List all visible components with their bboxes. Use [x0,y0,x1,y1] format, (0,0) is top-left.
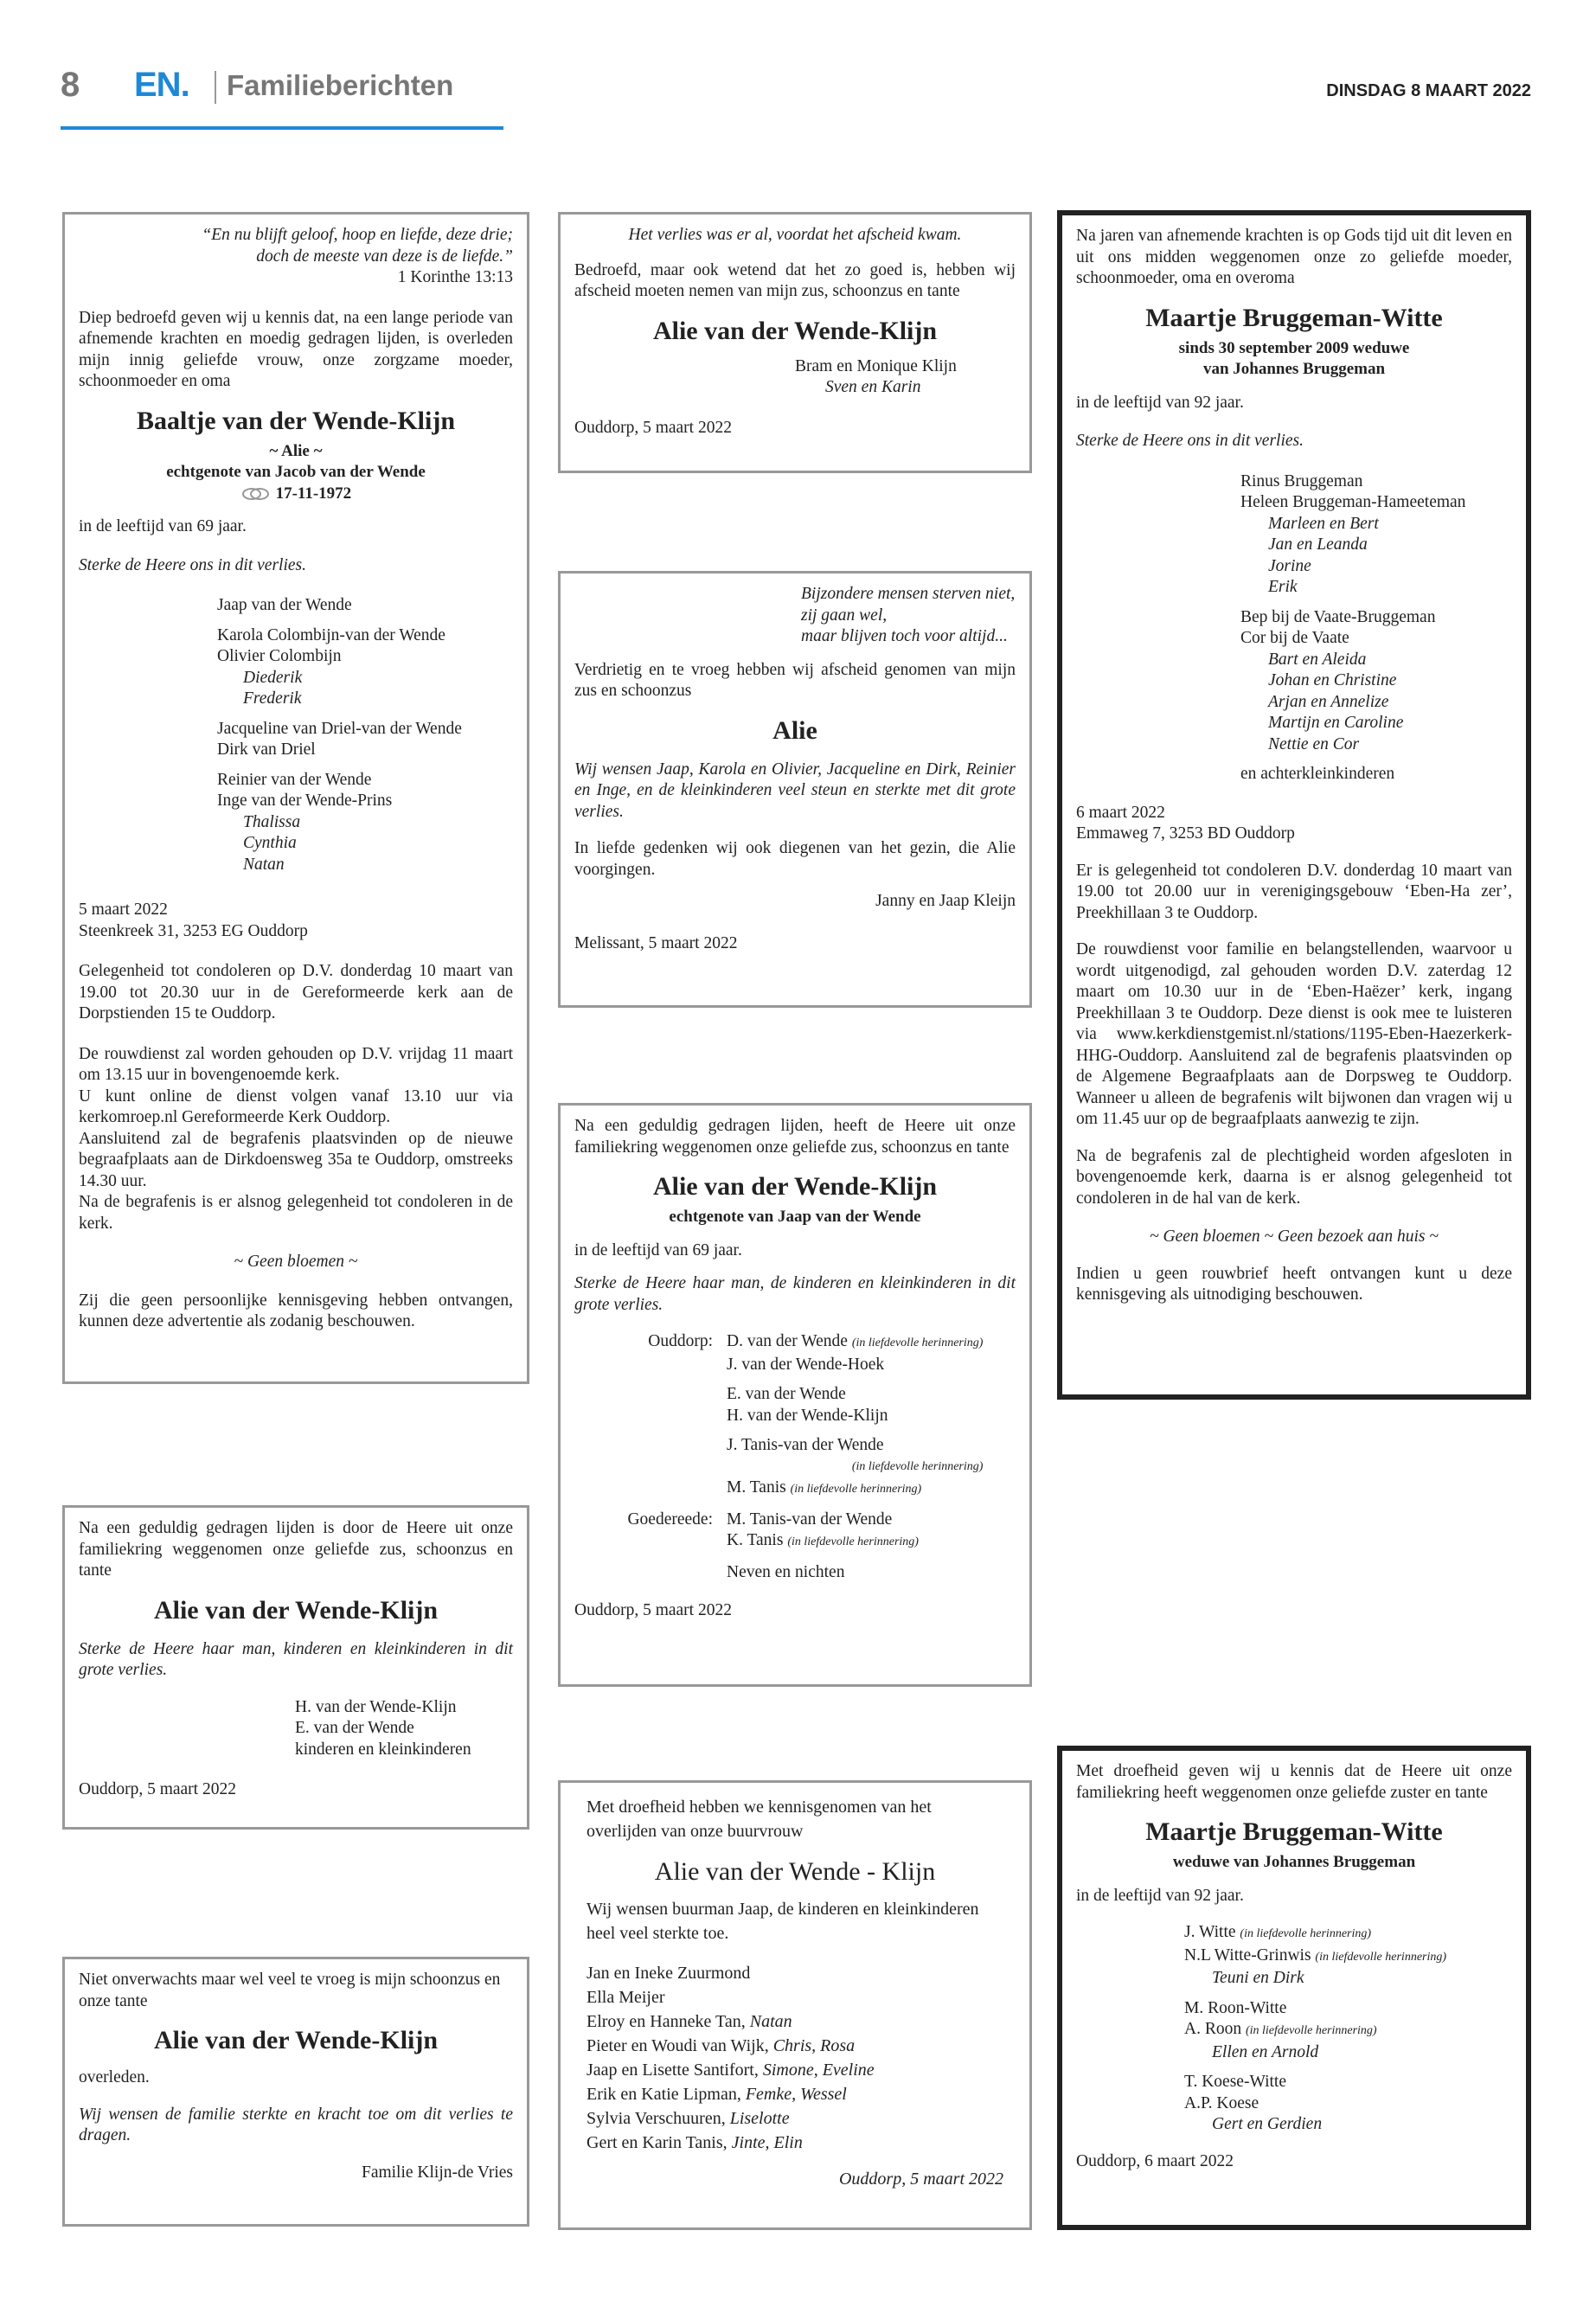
neighbour: Jaap en Lisette Santifort, [586,2061,759,2080]
neighbour-kids: Jinte, Elin [731,2133,803,2152]
grandchild: Marleen en Bert [1268,514,1379,533]
family-member: Karola Colombijn-van der Wende [217,625,445,644]
grandchild: Erik [1268,578,1298,596]
family-member: Reinier van der Wende [217,770,372,789]
grandchild: Natan [243,855,285,874]
family-member: M. Tanis [727,1478,786,1497]
family-member: E. van der Wende [727,1385,846,1403]
neighbour-kids: Chris, Rosa [772,2036,856,2055]
notice-intro: Bedroefd, maar ook wetend dat het zo goed is, hebben wij afscheid moeten nemen van mijn zus, schoonzus en tante [574,260,1016,300]
family-member: J. Tanis-van der Wende [727,1436,884,1454]
neighbour-kids: Simone, Eveline [762,2061,875,2080]
spouse-line: echtgenote van Jacob van der Wende [166,463,426,481]
family-member: A.P. Koese [1184,2093,1259,2112]
quote-line: Bijzondere mensen sterven niet, [801,585,1016,603]
notice-alie-siblings [62,1505,529,1830]
family-member: M. Roon-Witte [1184,1998,1287,2017]
deceased-name: Maartje Bruggeman-Witte [1145,1817,1443,1846]
signature: Janny en Jaap Kleijn [875,892,1016,910]
nickname: ~ Alie ~ [269,441,323,460]
closing-note: Indien u geen rouwbrief heeft ontvangen kunt u deze kennisgeving als uitnodiging beschouwen. [1076,1264,1512,1304]
deceased-name: Alie van der Wende-Klijn [652,316,938,345]
notice-maartje-family [1057,210,1531,1400]
notice-alie-klijn-devries [62,1957,529,2227]
wish-line: Wij wensen de familie sterkte en kracht toe om dit verlies te dragen. [79,2105,513,2144]
memorial-note: (in liefdevolle herinnering) [790,1483,922,1496]
family-member: Jaap van der Wende [217,596,352,614]
place-date: Ouddorp, 5 maart 2022 [574,1601,732,1619]
family-member: H. van der Wende-Klijn [295,1697,457,1716]
service-info: De rouwdienst voor familie en belangstellenden, waarvoor u wordt uitgenodigd, zal gehouden worden D.V. zaterdag 12 maart om 10.30 uur in de ‘Eben-Haëzer’ kerk, ingang Preekhillaan 3 te Ouddorp. Deze dienst is ook mee te luisteren via www.kerkdienstgemist.nl/stations/1195-Eben-Haezerkerk-HHG-Ouddorp. Aansluitend zal de begrafenis plaatsvinden op de Algemene Begraafplaats aan de Dorpsweg te Ouddorp. Wanneer u alleen de begrafenis wilt bijwonen dan vragen wij u om 11.45 uur op de begraafplaats aanwezig te zijn. [1076,940,1512,1128]
quote-line: zij gaan wel, [801,606,888,625]
age-line: in de leeftijd van 92 jaar. [1076,393,1244,412]
page-number: 8 [61,66,80,104]
grandchild: Frederik [243,689,302,708]
quote-line: maar blijven toch voor altijd... [801,627,1008,645]
neighbour: Pieter en Woudi van Wijk, [586,2036,769,2055]
neighbour: Sylvia Verschuuren, [586,2109,726,2128]
widow-line: van Johannes Bruggeman [1202,360,1386,378]
marriage-date-text: 17-11-1972 [275,484,352,503]
notice-alie-family [558,1103,1032,1687]
family-member: K. Tanis [727,1531,784,1549]
deceased-name: Alie van der Wende-Klijn [153,2026,439,2054]
place-date: Ouddorp, 5 maart 2022 [838,2170,1003,2189]
family-member: Sven en Karin [825,378,921,396]
family-member: Bram en Monique Klijn [795,356,957,375]
deceased-name: Alie [772,715,817,745]
notice-intro: Na een geduldig gedragen lijden, heeft de Heere uit onze familiekring weggenomen onze geliefde zus, schoonzus en tante [574,1117,1016,1157]
spouse-line: echtgenote van Jaap van der Wende [669,1208,921,1226]
place-date: Ouddorp, 6 maart 2022 [1076,2151,1234,2170]
passed-line: overleden. [79,2068,150,2086]
quote-line: doch de meeste van deze is de liefde.” [256,247,513,266]
location-label: Goedereede: [627,1509,713,1529]
widow-line: weduwe van Johannes Bruggeman [1172,1853,1416,1871]
memorial-note: (in liefdevolle herinnering) [851,1336,984,1349]
header-rule [61,126,503,130]
memorial-note: (in liefdevolle herinnering) [1245,2024,1377,2037]
family-member: Rinus Bruggeman [1240,471,1363,490]
deceased-name: Baaltje van der Wende-Klijn [136,406,456,435]
niece-nephew: Teuni en Dirk [1212,1969,1304,1987]
family-member: Olivier Colombijn [217,647,342,665]
family-member: A. Roon [1184,2020,1242,2038]
notice-alie-bram [558,212,1032,473]
grandchild: Nettie en Cor [1268,734,1360,753]
after-service-info: Na de begrafenis zal de plechtigheid worden afgesloten in bovengenoemde kerk, daarna is er alsnog gelegenheid tot condoleren in de hal van de kerk. [1076,1146,1512,1208]
address: Steenkreek 31, 3253 EG Ouddorp [79,921,308,940]
service-info: U kunt online de dienst volgen vanaf 13.10 uur via kerkomroep.nl Gereformeerde Kerk Ouddorp. [79,1086,513,1126]
header-divider [215,71,216,104]
quote-reference: 1 Korinthe 13:13 [397,268,513,286]
issue-date: DINSDAG 8 MAART 2022 [1326,81,1531,100]
deceased-name: Alie van der Wende - Klijn [654,1857,936,1886]
address: Emmaweg 7, 3253 BD Ouddorp [1076,824,1295,843]
memorial-note: (in liefdevolle herinnering) [1315,1950,1447,1964]
wish-line: Wij wensen Jaap, Karola en Olivier, Jacqueline en Dirk, Reinier en Inge, en de kleinkinderen veel steun en sterkte met dit grote verlies. [574,760,1016,821]
service-info: De rouwdienst zal worden gehouden op D.V. vrijdag 11 maart om 13.15 uur in bovengenoemde kerk. [79,1044,513,1084]
family-member: D. van der Wende [727,1332,848,1350]
grandchild: Martijn en Caroline [1268,714,1404,732]
grandchild: Jan en Leanda [1268,535,1368,554]
niece-nephew: Gert en Gerdien [1212,2115,1323,2133]
comfort-line: Sterke de Heere ons in dit verlies. [1076,432,1304,450]
notice-baaltje [62,212,529,1384]
quote-line: Het verlies was er al, voordat het afscheid kwam. [628,226,962,244]
memorial-note: (in liefdevolle herinnering) [851,1459,984,1473]
notice-intro: Na jaren van afnemende krachten is op Gods tijd uit dit leven en uit ons midden weggenomen onze zo geliefde moeder, schoonmoeder, oma en overoma [1076,227,1512,287]
memorial-note: (in liefdevolle herinnering) [787,1535,919,1548]
deceased-name: Alie van der Wende-Klijn [652,1172,938,1201]
family-member: J. Witte [1184,1923,1236,1941]
neighbour: Gert en Karin Tanis, [586,2133,727,2152]
niece-nephew: Ellen en Arnold [1212,2042,1319,2061]
neighbour-kids: Liselotte [729,2109,790,2128]
grandchild: Johan en Christine [1268,671,1397,689]
notice-intro: Na een geduldig gedragen lijden is door de Heere uit onze familiekring weggenomen onze geliefde zus, schoonzus en tante [79,1519,513,1580]
place-date: Melissant, 5 maart 2022 [574,933,738,952]
grandchild: Diederik [243,668,303,687]
condolence-info: Gelegenheid tot condoleren op D.V. donderdag 10 maart van 19.00 tot 20.30 uur in de Gereformeerde kerk aan de Dorpstienden 15 te Ouddorp. [79,962,513,1022]
comfort-line: Sterke de Heere haar man, kinderen en kleinkinderen in dit grote verlies. [79,1639,513,1679]
family-member: Heleen Bruggeman-Hameeteman [1240,493,1466,511]
age-line: in de leeftijd van 92 jaar. [1076,1886,1244,1905]
family-member: Bep bij de Vaate-Bruggeman [1240,607,1436,626]
notice-alie-kleijn [558,571,1032,1008]
newspaper-logo: EN. [134,66,189,104]
family-member: Jacqueline van Driel-van der Wende [217,719,462,738]
memory-line: In liefde gedenken wij ook diegenen van het gezin, die Alie voorgingen. [574,839,1016,879]
neighbour: Jan en Ineke Zuurmond [586,1964,751,1983]
wedding-rings-icon [240,486,272,502]
section-title: Familieberichten [227,69,454,101]
place-date: Ouddorp, 5 maart 2022 [79,1780,236,1798]
notice-intro: Diep bedroefd geven wij u kennis dat, na een lange periode van afnemende krachten en moedig gedragen lijden, is overleden mijn innig geliefde vrouw, onze zorgzame moeder, schoonmoeder en oma [79,308,513,390]
service-info: Aansluitend zal de begrafenis plaatsvinden op de nieuwe begraafplaats aan de Dirkdoensweg 35a te Ouddorp, omstreeks 14.30 uur. [79,1129,513,1190]
wish-line: Wij wensen buurman Jaap, de kinderen en kleinkinderen heel veel sterkte toe. [586,1900,979,1943]
grandchild: Cynthia [243,834,297,852]
grandchild: Thalissa [243,812,301,831]
widow-line: sinds 30 september 2009 weduwe [1178,338,1410,357]
quote-line: “En nu blijft geloof, hoop en liefde, deze drie; [202,226,513,244]
notice-intro: Met droefheid hebben we kennisgenomen van het overlijden van onze buurvrouw [586,1798,932,1841]
family-member: en achterkleinkinderen [1240,765,1395,783]
location-label: Ouddorp: [648,1332,713,1350]
family-member: E. van der Wende [295,1719,414,1737]
no-flowers: ~ Geen bloemen ~ [234,1253,358,1271]
marriage-date [79,484,513,505]
neighbour-kids: Femke, Wessel [745,2085,847,2104]
notice-intro: Niet onverwachts maar wel veel te vroeg is mijn schoonzus en onze tante [79,1971,501,2010]
family-member: N.L Witte-Grinwis [1184,1945,1311,1965]
place-date: Ouddorp, 5 maart 2022 [574,418,732,437]
grandchild: Arjan en Annelize [1268,692,1389,711]
notice-maartje-siblings [1057,1746,1531,2230]
family-member: kinderen en kleinkinderen [295,1740,471,1759]
no-flowers: ~ Geen bloemen ~ Geen bezoek aan huis ~ [1150,1227,1439,1246]
condolence-info: Er is gelegenheid tot condoleren D.V. donderdag 10 maart van 19.00 tot 20.00 uur in verenigingsgebouw ‘Eben-Ha zer’, Preekhillaan 3 te Ouddorp. [1076,861,1512,922]
family-member: Inge van der Wende-Prins [217,792,393,810]
family-member: M. Tanis-van der Wende [727,1509,893,1529]
family-member: Neven en nichten [727,1562,845,1581]
comfort-line: Sterke de Heere ons in dit verlies. [79,555,306,574]
family-member: Cor bij de Vaate [1240,629,1349,647]
closing-note: Zij die geen persoonlijke kennisgeving hebben ontvangen, kunnen deze advertentie als zodanig beschouwen. [79,1291,513,1330]
family-member: H. van der Wende-Klijn [727,1406,888,1425]
notice-date: 5 maart 2022 [79,901,168,919]
comfort-line: Sterke de Heere haar man, de kinderen en kleinkinderen in dit grote verlies. [574,1274,1016,1314]
notice-intro: Met droefheid geven wij u kennis dat de Heere uit onze familiekring heeft weggenomen onze geliefde zuster en tante [1076,1762,1512,1802]
grandchild: Jorine [1268,556,1311,575]
neighbour: Ella Meijer [586,1988,665,2007]
notice-intro: Verdrietig en te vroeg hebben wij afscheid genomen van mijn zus en schoonzus [574,660,1016,700]
grandchild: Bart en Aleida [1268,650,1367,669]
family-member: Dirk van Driel [217,740,316,759]
family-member: T. Koese-Witte [1184,2073,1286,2091]
service-info: Na de begrafenis is er alsnog gelegenheid tot condoleren in de kerk. [79,1193,513,1233]
notice-date: 6 maart 2022 [1076,803,1165,822]
deceased-name: Alie van der Wende-Klijn [153,1595,439,1625]
age-line: in de leeftijd van 69 jaar. [79,517,247,535]
neighbour: Erik en Katie Lipman, [586,2085,741,2104]
notice-alie-neighbours [558,1780,1032,2230]
deceased-name: Maartje Bruggeman-Witte [1145,303,1443,332]
memorial-note: (in liefdevolle herinnering) [1240,1927,1372,1940]
family-member: J. van der Wende-Hoek [727,1355,885,1374]
signature: Familie Klijn-de Vries [361,2163,513,2182]
age-line: in de leeftijd van 69 jaar. [574,1240,742,1259]
neighbour-kids: Natan [749,2012,792,2031]
neighbour: Elroy en Hanneke Tan, [586,2012,746,2031]
